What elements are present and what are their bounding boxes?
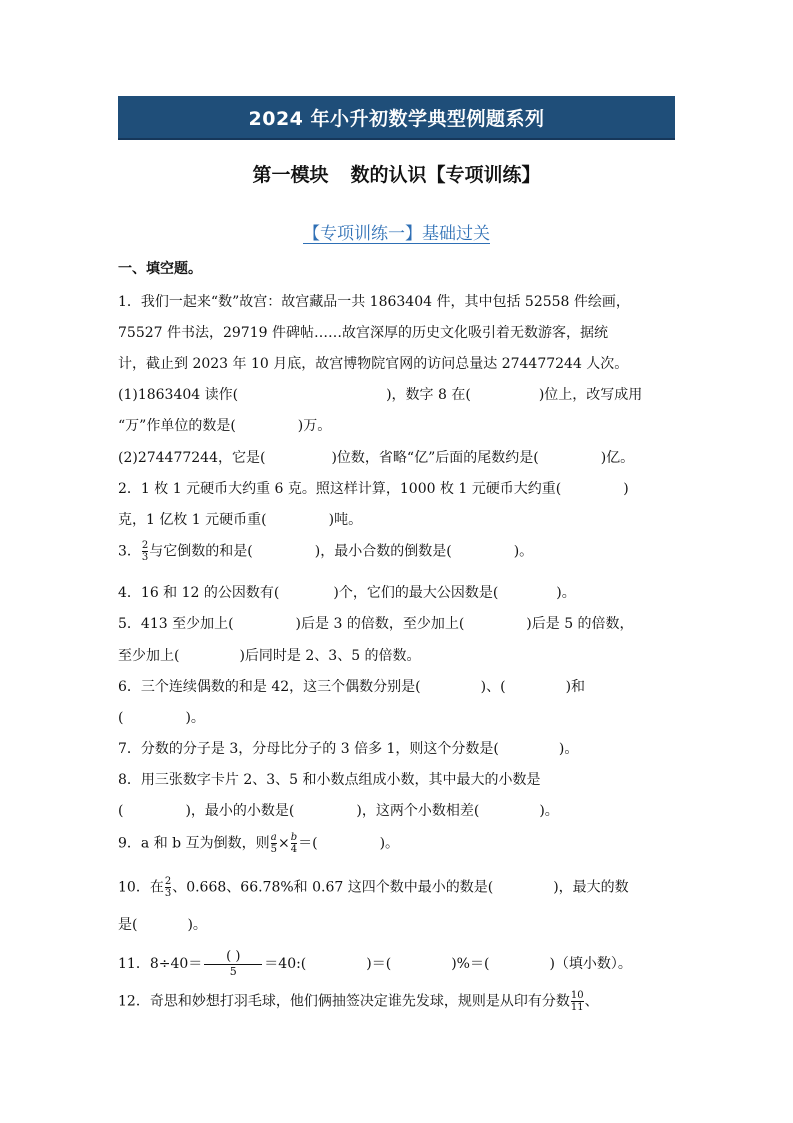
- question-10-line-1: 10．在 $\frac{2}{3}$ 、0.668、66.78%和 0.67 这四个数中最小的数是( )，最大的数: [118, 876, 629, 899]
- question-7: 7．分数的分子是 3，分母比分子的 3 倍多 1，则这个分数是( )。: [118, 741, 579, 757]
- question-5-line-1: 5．413 至少加上( )后是 3 的倍数，至少加上( )后是 5 的倍数，: [118, 616, 634, 632]
- question-8-line-1: 8．用三张数字卡片 2、3、5 和小数点组成小数，其中最大的小数是: [118, 772, 541, 788]
- fraction-blank-over-5: $\frac{( )}{5}$: [204, 950, 262, 978]
- question-1-line-2: 75527 件书法，29719 件碑帖……故宫深厚的历史文化吸引着无数游客，据统: [118, 325, 608, 341]
- module-title-part-b: 数的认识【专项训练】: [350, 164, 541, 186]
- series-banner: [118, 96, 675, 140]
- question-9: 9．a 和 b 互为倒数，则 $\frac{a}{5}$ × $\frac{b}{4}$ ＝( )。: [118, 832, 400, 855]
- question-6-line-2: ( )。: [118, 710, 205, 726]
- module-title: [0, 160, 793, 187]
- question-5-line-2: 至少加上( )后同时是 2、3、5 的倍数。: [118, 648, 421, 664]
- question-1-line-4: (1)1863404 读作( )，数字 8 在( )位上，改写成用: [118, 387, 643, 403]
- section-title-text: 【专项训练一】基础过关: [303, 224, 490, 244]
- question-6-line-1: 6．三个连续偶数的和是 42，这三个偶数分别是( )、( )和: [118, 679, 586, 695]
- fraction-two-thirds: $\frac{2}{3}$: [164, 876, 172, 899]
- question-3: 3． $\frac{2}{3}$ 与它倒数的和是( )，最小合数的倒数是( )。: [118, 540, 534, 563]
- question-2-line-1: 2．1 枚 1 元硬币大约重 6 克。照这样计算，1000 枚 1 元硬币大约重( ): [118, 481, 629, 497]
- question-1-line-1: 1．我们一起来“数”故宫：故宫藏品一共 1863404 件，其中包括 52558 件绘画，: [118, 294, 630, 310]
- fraction-a-over-5: $\frac{a}{5}$: [270, 832, 277, 855]
- question-11: 11．8÷40＝ $\frac{( )}{5}$ ＝40:( )＝( )%＝( )（填小数）。: [118, 949, 632, 978]
- question-8-line-2: ( )，最小的小数是( )，这两个小数相差( )。: [118, 803, 559, 819]
- banner-title: 2024 年小升初数学典型例题系列: [248, 107, 545, 130]
- module-title-part-a: 第一模块: [252, 164, 329, 186]
- fraction-ten-elevenths: $\frac{10}{11}$: [570, 990, 584, 1013]
- question-4: 4．16 和 12 的公因数有( )个，它们的最大公因数是( )。: [118, 585, 576, 601]
- question-12-line-1: 12．奇思和妙想打羽毛球，他们俩抽签决定谁先发球，规则是从印有分数 $\frac{10}{11}$ 、: [118, 990, 599, 1013]
- question-1-line-5: “万”作单位的数是( )万。: [118, 418, 332, 434]
- part-heading: 一、填空题。: [118, 261, 202, 277]
- question-1-line-6: (2)274477244，它是( )位数，省略“亿”后面的尾数约是( )亿。: [118, 450, 635, 466]
- fraction-two-thirds: $\frac{2}{3}$: [141, 540, 149, 563]
- section-title: [0, 219, 793, 244]
- question-1-line-3: 计，截止到 2023 年 10 月底，故宫博物院官网的访问总量达 274477244 人次。: [118, 356, 629, 372]
- fraction-b-over-4: $\frac{b}{4}$: [290, 832, 298, 855]
- question-10-line-2: 是( )。: [118, 917, 207, 933]
- answer-blank[interactable]: ( ): [226, 949, 241, 964]
- question-2-line-2: 克，1 亿枚 1 元硬币重( )吨。: [118, 512, 363, 528]
